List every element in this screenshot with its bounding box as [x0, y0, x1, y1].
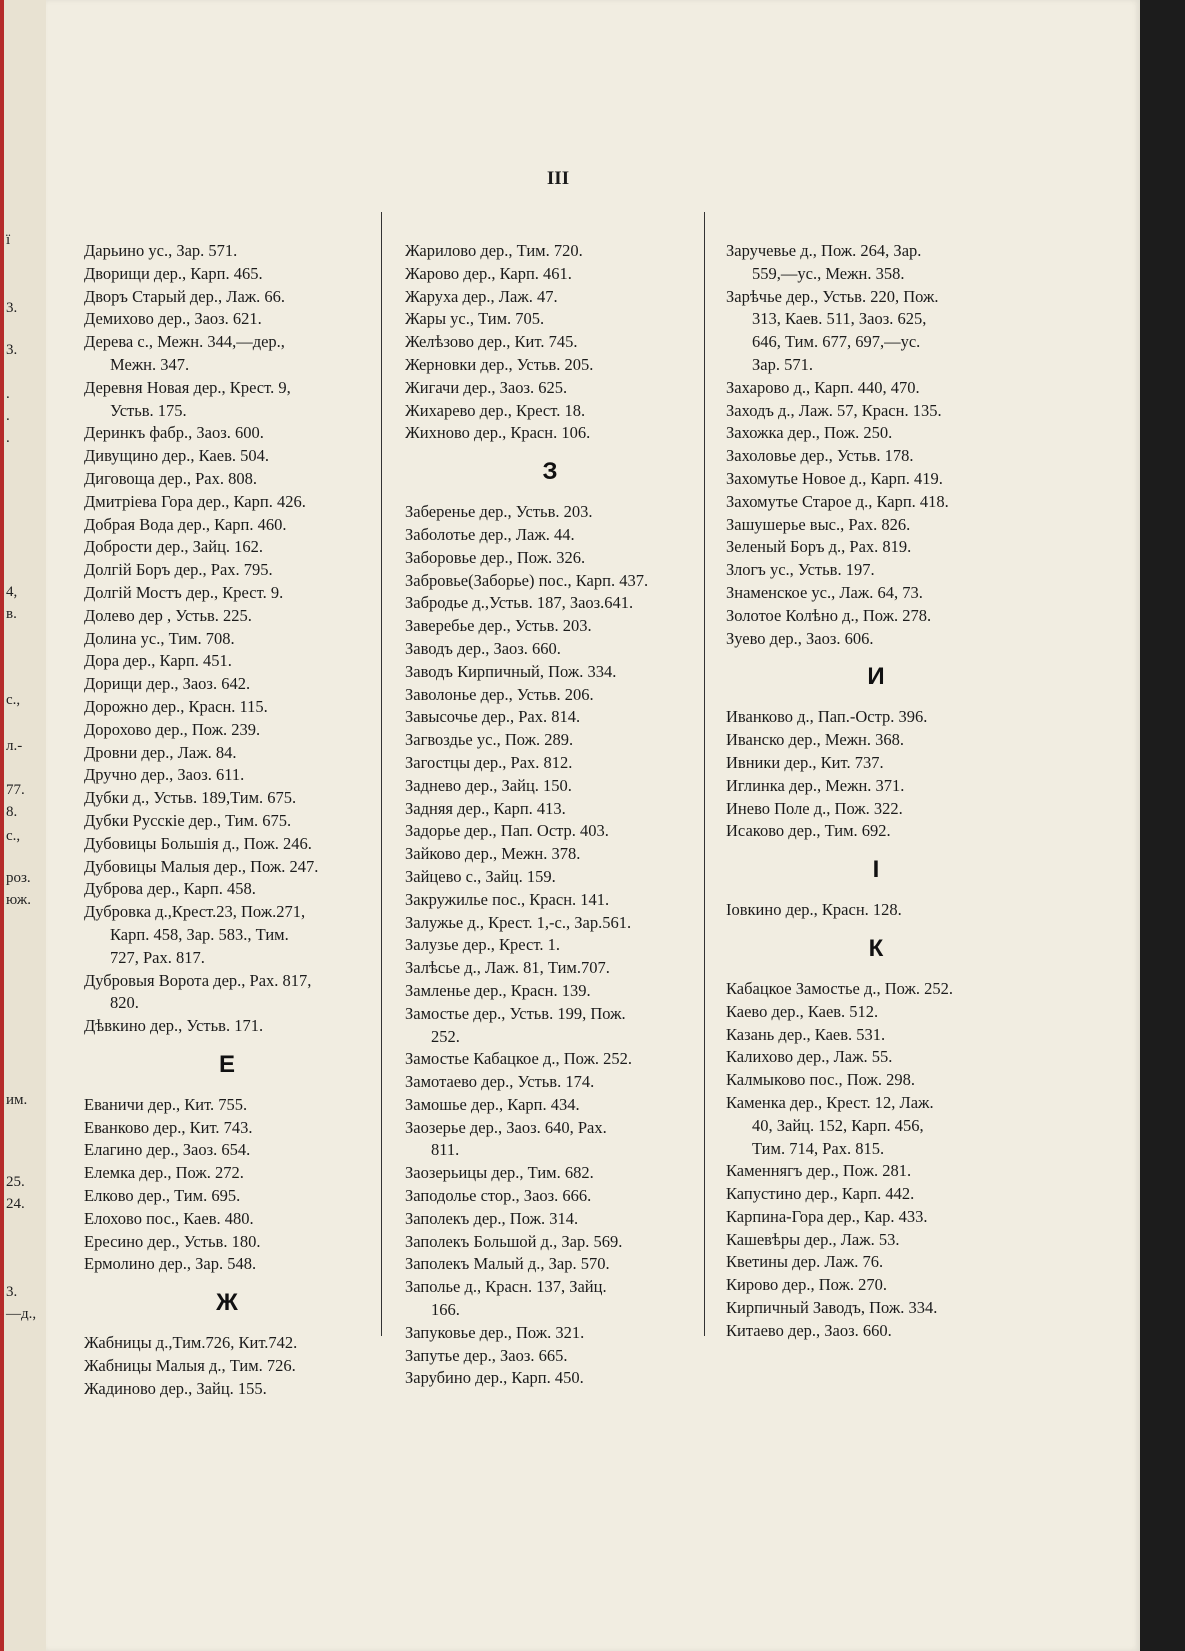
index-entry: Кашевѣры дер., Лаж. 53. — [726, 1229, 900, 1249]
index-entry-continuation: 646, Тим. 677, 697,—ус. — [752, 332, 921, 352]
index-entry: Замостье Кабацкое д., Пож. 252. — [405, 1049, 632, 1069]
previous-page-fragment: —д., — [6, 1306, 37, 1322]
previous-page-fragment: с., — [6, 828, 21, 844]
index-entry: Заболотье дер., Лаж. 44. — [405, 524, 575, 544]
index-column-1 — [84, 240, 370, 1401]
index-entry: Заволонье дер., Устьв. 206. — [405, 684, 594, 704]
index-entry-continuation: Зар. 571. — [752, 354, 813, 374]
index-entry: Заполье д., Красн. 137, Зайц. — [405, 1277, 607, 1297]
index-entry: Дубовицы Малыя дер., Пож. 247. — [84, 856, 319, 876]
index-entry: Жаруха дер., Лаж. 47. — [405, 286, 558, 306]
index-entry: Замостье дер., Устьв. 199, Пож. — [405, 1003, 626, 1023]
index-entry: Дворищи дер., Карп. 465. — [84, 263, 263, 283]
index-entry: Захожка дер., Пож. 250. — [726, 423, 893, 443]
index-entry: Закружилье пос., Красн. 141. — [405, 889, 610, 909]
index-entry: Заводъ Кирпичный, Пож. 334. — [405, 661, 617, 681]
column-rule-right — [704, 212, 705, 1336]
previous-page-fragment: 4, — [6, 584, 18, 600]
index-entry: Дорожно дер., Красн. 115. — [84, 696, 268, 716]
index-entry: Жадиново дер., Зайц. 155. — [84, 1378, 267, 1398]
index-entry: Ивники дер., Кит. 737. — [726, 752, 884, 772]
index-entry: Дубки Русскіе дер., Тим. 675. — [84, 810, 292, 830]
index-entry: Казань дер., Каев. 531. — [726, 1024, 886, 1044]
index-entry-continuation: Межн. 347. — [110, 354, 190, 374]
index-entry: Заднево дер., Зайц. 150. — [405, 775, 572, 795]
index-entry: Захомутье Старое д., Карп. 418. — [726, 491, 949, 511]
index-entry: Жигачи дер., Заоз. 625. — [405, 377, 568, 397]
index-entry: Деринкъ фабр., Заоз. 600. — [84, 423, 264, 443]
previous-page-fragment: 24. — [6, 1196, 25, 1212]
index-entry: Заходъ д., Лаж. 57, Красн. 135. — [726, 400, 942, 420]
previous-page-fragment: 8. — [6, 804, 18, 820]
index-entry: Иванково д., Пап.-Остр. 396. — [726, 707, 928, 727]
index-entry: Кирпичный Заводъ, Пож. 334. — [726, 1298, 938, 1318]
index-entry: Дворъ Старый дер., Лаж. 66. — [84, 286, 286, 306]
index-entry: Жерновки дер., Устьв. 205. — [405, 354, 594, 374]
index-entry: Еваничи дер., Кит. 755. — [84, 1094, 248, 1114]
index-entry: Кирово дер., Пож. 270. — [726, 1275, 888, 1295]
index-entry: Демихово дер., Заоз. 621. — [84, 309, 262, 329]
index-entry: Калихово дер., Лаж. 55. — [726, 1047, 893, 1067]
index-entry: Иванско дер., Межн. 368. — [726, 730, 904, 750]
index-entry: Жабницы д.,Тим.726, Кит.742. — [84, 1333, 298, 1353]
index-entry: Китаево дер., Заоз. 660. — [726, 1320, 892, 1340]
index-entry: Долина ус., Тим. 708. — [84, 628, 235, 648]
index-entry: Заозерьицы дер., Тим. 682. — [405, 1163, 594, 1183]
index-entry: Зайково дер., Межн. 378. — [405, 844, 581, 864]
index-entry: Каменка дер., Крест. 12, Лаж. — [726, 1092, 934, 1112]
index-entry: Дорищи дер., Заоз. 642. — [84, 674, 251, 694]
column-rule-left — [381, 212, 382, 1336]
index-entry: Заполекъ Большой д., Зар. 569. — [405, 1231, 623, 1251]
index-entry: Запуковье дер., Пож. 321. — [405, 1322, 585, 1342]
index-entry: Задняя дер., Карп. 413. — [405, 798, 566, 818]
previous-page-fragment: 3. — [6, 300, 18, 316]
index-column-3 — [726, 240, 1026, 1343]
index-entry: Задорье дер., Пап. Остр. 403. — [405, 821, 609, 841]
index-entry: Загостцы дер., Рах. 812. — [405, 752, 573, 772]
previous-page-fragment: им. — [6, 1092, 28, 1108]
index-entry: Кабацкое Замостье д., Пож. 252. — [726, 978, 953, 998]
index-entry: Замошье дер., Карп. 434. — [405, 1094, 580, 1114]
index-entry: Дровни дер., Лаж. 84. — [84, 742, 237, 762]
index-entry: Зарубино дер., Карп. 450. — [405, 1368, 584, 1388]
index-entry: Злогъ ус., Устьв. 197. — [726, 560, 875, 580]
index-entry: Залѣсье д., Лаж. 81, Тим.707. — [405, 958, 610, 978]
index-entry: Дручно дер., Заоз. 611. — [84, 765, 245, 785]
index-entry: Жарово дер., Карп. 461. — [405, 263, 572, 283]
section-letter-heading: К — [868, 934, 884, 962]
index-entry: Карпина-Гора дер., Кар. 433. — [726, 1206, 928, 1226]
previous-page-fragment: роз. — [6, 870, 31, 886]
index-entry: Диговоща дер., Рах. 808. — [84, 468, 257, 488]
index-entry: Жихново дер., Красн. 106. — [405, 423, 591, 443]
index-entry: Иглинка дер., Межн. 371. — [726, 775, 905, 795]
previous-page-fragment: 3. — [6, 1284, 18, 1300]
index-entry: Замленье дер., Красн. 139. — [405, 980, 591, 1000]
index-entry-continuation: 313, Каев. 511, Заоз. 625, — [752, 309, 927, 329]
previous-page-fragment: в. — [6, 606, 17, 622]
index-entry: Заберенье дер., Устьв. 203. — [405, 502, 593, 522]
index-entry-continuation: Тим. 714, Рах. 815. — [752, 1138, 885, 1158]
previous-page-fragment: ї — [6, 232, 11, 248]
index-entry: Завысочье дер., Рах. 814. — [405, 707, 581, 727]
index-entry: Каево дер., Каев. 512. — [726, 1001, 879, 1021]
index-entry: Каменнягъ дер., Пож. 281. — [726, 1161, 912, 1181]
index-entry: Ермолино дер., Зар. 548. — [84, 1254, 257, 1274]
index-entry: Заверебье дер., Устьв. 203. — [405, 616, 592, 636]
index-entry: Дубовицы Большія д., Пож. 246. — [84, 833, 312, 853]
index-entry: Дмитріева Гора дер., Карп. 426. — [84, 491, 306, 511]
index-entry: Зуево дер., Заоз. 606. — [726, 628, 874, 648]
index-entry: Заозерье дер., Заоз. 640, Рах. — [405, 1117, 607, 1137]
index-entry: Забродье д.,Устьв. 187, Заоз.641. — [405, 593, 634, 613]
index-entry: Захомутье Новое д., Карп. 419. — [726, 468, 943, 488]
index-entry: Елково дер., Тим. 695. — [84, 1186, 241, 1206]
index-entry: Дарьино ус., Зар. 571. — [84, 241, 238, 260]
index-entry-continuation: 811. — [431, 1140, 460, 1160]
previous-page-fragment: юж. — [6, 892, 31, 908]
section-letter-heading: З — [542, 458, 558, 486]
index-entry: Іовкино дер., Красн. 128. — [726, 900, 902, 920]
index-entry: Еванково дер., Кит. 743. — [84, 1117, 253, 1137]
index-entry: Ересино дер., Устьв. 180. — [84, 1231, 261, 1251]
index-entry: Дубровыя Ворота дер., Рах. 817, — [84, 970, 312, 990]
index-entry: Жабницы Малыя д., Тим. 726. — [84, 1356, 296, 1376]
index-entry: Знаменское ус., Лаж. 64, 73. — [726, 582, 923, 602]
section-letter-heading: Е — [218, 1050, 235, 1078]
index-entry-continuation: 559,—ус., Межн. 358. — [752, 263, 905, 283]
previous-page-fragment: с., — [6, 692, 21, 708]
index-entry: Деревня Новая дер., Крест. 9, — [84, 377, 291, 397]
index-entry: Дубровка д.,Крест.23, Пож.271, — [84, 902, 306, 922]
index-entry: Желѣзово дер., Кит. 745. — [405, 332, 578, 352]
index-entry: Дуброва дер., Карп. 458. — [84, 879, 256, 899]
previous-page-fragment: . — [6, 408, 10, 424]
index-entry: Зайцево с., Зайц. 159. — [405, 866, 556, 886]
index-entry: Загвоздье ус., Пож. 289. — [405, 730, 574, 750]
index-column-2 — [405, 240, 695, 1390]
index-entry-continuation: 727, Рах. 817. — [110, 947, 205, 967]
index-entry: Елагино дер., Заоз. 654. — [84, 1140, 251, 1160]
index-entry: Кветины дер. Лаж. 76. — [726, 1252, 884, 1272]
index-entry: Залужье д., Крест. 1,-с., Зар.561. — [405, 912, 632, 932]
previous-page-fragment: 25. — [6, 1174, 25, 1190]
index-entry: Запутье дер., Заоз. 665. — [405, 1345, 568, 1365]
index-entry: Инево Поле д., Пож. 322. — [726, 798, 903, 818]
index-entry: Капустино дер., Карп. 442. — [726, 1184, 915, 1204]
index-entry-continuation: 252. — [431, 1026, 460, 1046]
page-number: III — [546, 168, 570, 189]
section-letter-heading: И — [867, 663, 885, 691]
index-entry: Жарилово дер., Тим. 720. — [405, 241, 583, 260]
index-entry: Жары ус., Тим. 705. — [405, 309, 545, 329]
index-entry: Заборовье дер., Пож. 326. — [405, 547, 586, 567]
index-entry: Зеленый Боръ д., Рах. 819. — [726, 537, 912, 557]
index-entry: Захоловье дер., Устьв. 178. — [726, 446, 914, 466]
index-entry: Дорохово дер., Пож. 239. — [84, 719, 261, 739]
index-entry: Заподолье стор., Заоз. 666. — [405, 1186, 592, 1206]
index-entry: Заводъ дер., Заоз. 660. — [405, 638, 561, 658]
index-entry: Елемка дер., Пож. 272. — [84, 1163, 244, 1183]
index-entry: Заполекъ Малый д., Зар. 570. — [405, 1254, 610, 1274]
index-entry: Дерева с., Межн. 344,—дер., — [84, 332, 285, 352]
index-entry: Исаково дер., Тим. 692. — [726, 821, 891, 841]
previous-page-fragment: . — [6, 386, 10, 402]
previous-page-fragment: 77. — [6, 782, 25, 798]
index-entry: Дора дер., Карп. 451. — [84, 651, 232, 671]
book-spine — [0, 0, 4, 1651]
previous-page-edge — [0, 0, 48, 1651]
index-entry: Залузье дер., Крест. 1. — [405, 935, 560, 955]
previous-page-fragment: л.- — [6, 738, 23, 754]
index-entry: Золотое Колѣно д., Пож. 278. — [726, 605, 932, 625]
index-entry-continuation: 40, Зайц. 152, Карп. 456, — [752, 1115, 924, 1135]
index-entry-continuation: Карп. 458, Зар. 583., Тим. — [110, 924, 289, 944]
index-entry: Добрая Вода дер., Карп. 460. — [84, 514, 287, 534]
index-entry: Заполекъ дер., Пож. 314. — [405, 1208, 579, 1228]
index-entry: Дубки д., Устьв. 189,Тим. 675. — [84, 788, 297, 808]
section-letter-heading: Ж — [216, 1289, 238, 1317]
index-entry: Захарово д., Карп. 440, 470. — [726, 377, 920, 397]
index-entry: Заручевье д., Пож. 264, Зар. — [726, 241, 922, 260]
previous-page-fragment: 3. — [6, 342, 18, 358]
section-letter-heading: І — [872, 856, 880, 884]
index-entry-continuation: Устьв. 175. — [110, 400, 187, 420]
index-entry: Забровье(Заборье) пос., Карп. 437. — [405, 570, 649, 590]
index-entry-continuation: 820. — [110, 993, 139, 1013]
index-entry: Замотаево дер., Устьв. 174. — [405, 1072, 595, 1092]
index-entry: Жихарево дер., Крест. 18. — [405, 400, 586, 420]
index-entry: Дѣвкино дер., Устьв. 171. — [84, 1016, 264, 1036]
index-entry: Зашушерье выс., Рах. 826. — [726, 514, 911, 534]
index-entry: Дивущино дер., Каев. 504. — [84, 446, 269, 466]
index-entry: Добрости дер., Зайц. 162. — [84, 537, 264, 557]
index-entry: Долгій Боръ дер., Рах. 795. — [84, 560, 273, 580]
index-entry: Долгій Мостъ дер., Крест. 9. — [84, 582, 284, 602]
previous-page-fragment: . — [6, 430, 10, 446]
index-entry: Долево дер , Устьв. 225. — [84, 605, 252, 625]
index-entry-continuation: 166. — [431, 1300, 460, 1320]
index-entry: Зарѣчье дер., Устьв. 220, Пож. — [726, 286, 939, 306]
index-entry: Елохово пос., Каев. 480. — [84, 1208, 254, 1228]
index-entry: Калмыково пос., Пож. 298. — [726, 1070, 915, 1090]
